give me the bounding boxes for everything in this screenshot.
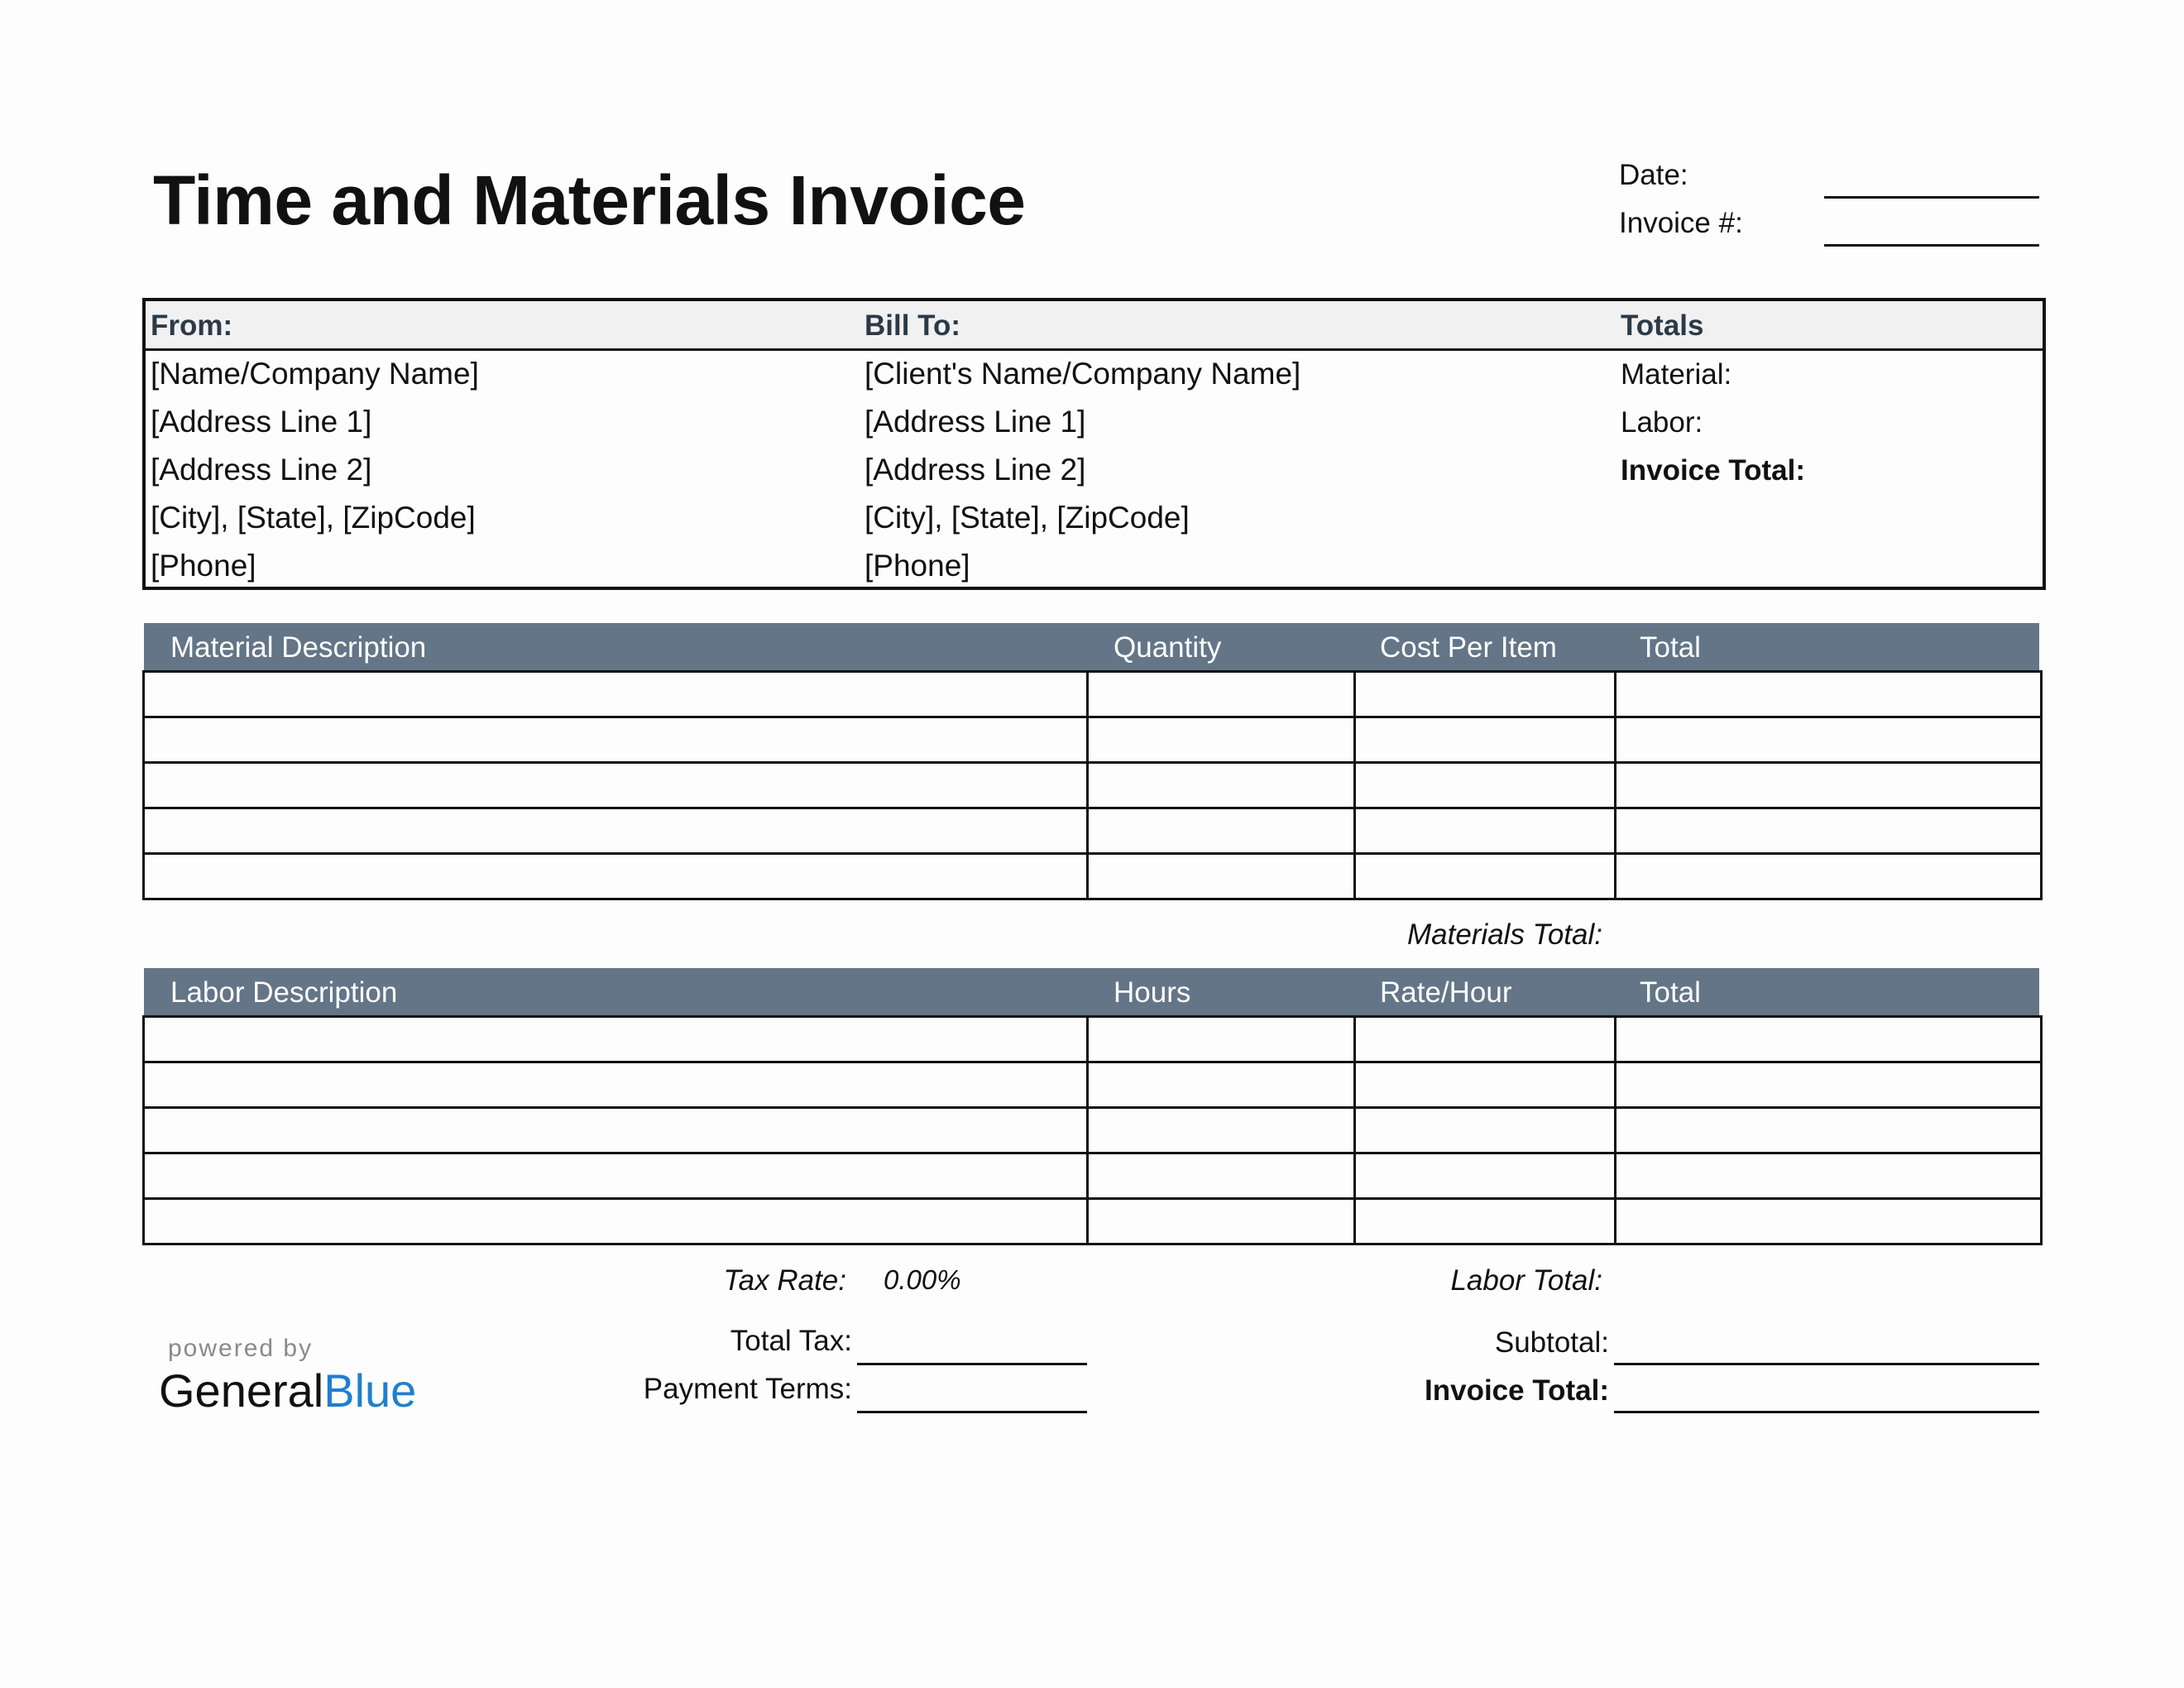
payment-terms-label: Payment Terms:: [643, 1373, 852, 1405]
cost-cell[interactable]: [1355, 808, 1616, 854]
powered-by-text: powered by: [168, 1335, 314, 1362]
invoice-number-label: Invoice #:: [1619, 207, 1743, 239]
table-row: [144, 1017, 2042, 1062]
material-description-cell[interactable]: [144, 672, 1088, 717]
from-address-2[interactable]: [Address Line 2]: [151, 453, 372, 487]
material-description-cell[interactable]: [144, 854, 1088, 899]
table-row: [144, 763, 2042, 808]
table-row: [144, 808, 2042, 854]
table-row: [144, 717, 2042, 763]
total-cell[interactable]: [1616, 672, 2042, 717]
quantity-cell[interactable]: [1088, 672, 1355, 717]
cost-cell[interactable]: [1355, 672, 1616, 717]
table-row: [144, 672, 2042, 717]
material-description-cell[interactable]: [144, 808, 1088, 854]
labor-description-cell[interactable]: [144, 1062, 1088, 1108]
hours-cell[interactable]: [1088, 1199, 1355, 1244]
labor-total-label: Labor Total:: [1450, 1264, 1602, 1297]
materials-header: [144, 623, 2039, 670]
rate-cell[interactable]: [1355, 1153, 1616, 1199]
cost-cell[interactable]: [1355, 717, 1616, 763]
totals-material-label: Material:: [1621, 358, 1732, 391]
total-tax-field[interactable]: [857, 1363, 1087, 1365]
col-labor-description: Labor Description: [170, 976, 398, 1009]
billto-city-state-zip[interactable]: [City], [State], [ZipCode]: [864, 501, 1190, 535]
table-row: [144, 854, 2042, 899]
from-header: From:: [151, 309, 233, 342]
billto-name[interactable]: [Client's Name/Company Name]: [864, 357, 1301, 391]
quantity-cell[interactable]: [1088, 763, 1355, 808]
labor-description-cell[interactable]: [144, 1153, 1088, 1199]
bill-to-header: Bill To:: [864, 309, 960, 342]
col-material-total: Total: [1640, 631, 1701, 664]
total-cell[interactable]: [1616, 1108, 2042, 1153]
total-cell[interactable]: [1616, 808, 2042, 854]
labor-description-cell[interactable]: [144, 1199, 1088, 1244]
rate-cell[interactable]: [1355, 1017, 1616, 1062]
col-rate-hour: Rate/Hour: [1380, 976, 1512, 1009]
brand-blue: Blue: [323, 1364, 417, 1417]
rate-cell[interactable]: [1355, 1062, 1616, 1108]
cost-cell[interactable]: [1355, 854, 1616, 899]
payment-terms-field[interactable]: [857, 1411, 1087, 1413]
date-field[interactable]: [1824, 196, 2039, 199]
col-cost-per-item: Cost Per Item: [1380, 631, 1557, 664]
address-box-header: [146, 301, 2043, 351]
table-row: [144, 1108, 2042, 1153]
billto-phone[interactable]: [Phone]: [864, 549, 970, 583]
date-label: Date:: [1619, 159, 1688, 191]
billto-address-1[interactable]: [Address Line 1]: [864, 405, 1086, 439]
subtotal-label: Subtotal:: [1494, 1326, 1609, 1359]
table-row: [144, 1062, 2042, 1108]
hours-cell[interactable]: [1088, 1108, 1355, 1153]
labor-description-cell[interactable]: [144, 1108, 1088, 1153]
materials-total-label: Materials Total:: [1406, 918, 1602, 951]
rate-cell[interactable]: [1355, 1199, 1616, 1244]
total-cell[interactable]: [1616, 717, 2042, 763]
totals-labor-label: Labor:: [1621, 406, 1703, 439]
subtotal-field[interactable]: [1614, 1363, 2039, 1365]
total-cell[interactable]: [1616, 1062, 2042, 1108]
total-cell[interactable]: [1616, 763, 2042, 808]
hours-cell[interactable]: [1088, 1062, 1355, 1108]
labor-header: [144, 968, 2039, 1015]
tax-rate-label: Tax Rate:: [723, 1264, 846, 1297]
col-labor-total: Total: [1640, 976, 1701, 1009]
address-box: [142, 298, 2046, 590]
material-description-cell[interactable]: [144, 717, 1088, 763]
from-address-1[interactable]: [Address Line 1]: [151, 405, 372, 439]
total-cell[interactable]: [1616, 1153, 2042, 1199]
rate-cell[interactable]: [1355, 1108, 1616, 1153]
billto-address-2[interactable]: [Address Line 2]: [864, 453, 1086, 487]
invoice-total-label: Invoice Total:: [1425, 1374, 1609, 1407]
total-cell[interactable]: [1616, 1199, 2042, 1244]
from-name[interactable]: [Name/Company Name]: [151, 357, 479, 391]
totals-header: Totals: [1621, 309, 1704, 342]
hours-cell[interactable]: [1088, 1153, 1355, 1199]
brand-general: General: [159, 1364, 324, 1417]
tax-rate-value[interactable]: 0.00%: [884, 1264, 961, 1295]
from-city-state-zip[interactable]: [City], [State], [ZipCode]: [151, 501, 476, 535]
col-quantity: Quantity: [1114, 631, 1222, 664]
material-description-cell[interactable]: [144, 763, 1088, 808]
table-row: [144, 1199, 2042, 1244]
col-material-description: Material Description: [170, 631, 427, 664]
totals-invoice-total-label: Invoice Total:: [1621, 454, 1805, 487]
labor-description-cell[interactable]: [144, 1017, 1088, 1062]
quantity-cell[interactable]: [1088, 854, 1355, 899]
cost-cell[interactable]: [1355, 763, 1616, 808]
col-hours: Hours: [1114, 976, 1191, 1009]
materials-table: [142, 670, 2043, 900]
invoice-number-field[interactable]: [1824, 244, 2039, 247]
hours-cell[interactable]: [1088, 1017, 1355, 1062]
total-tax-label: Total Tax:: [730, 1325, 852, 1357]
quantity-cell[interactable]: [1088, 808, 1355, 854]
page-title: Time and Materials Invoice: [153, 161, 1026, 239]
labor-table: [142, 1015, 2043, 1245]
invoice-total-field[interactable]: [1614, 1411, 2039, 1413]
from-phone[interactable]: [Phone]: [151, 549, 256, 583]
total-cell[interactable]: [1616, 854, 2042, 899]
quantity-cell[interactable]: [1088, 717, 1355, 763]
total-cell[interactable]: [1616, 1017, 2042, 1062]
generalblue-logo: [159, 1365, 416, 1417]
table-row: [144, 1153, 2042, 1199]
